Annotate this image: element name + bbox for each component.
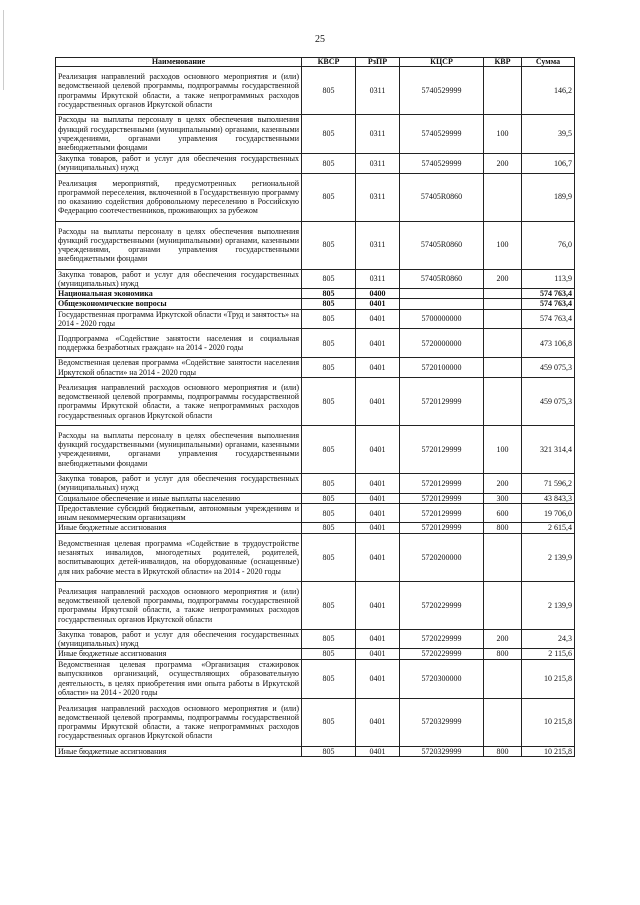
cell-kvr: 200 (484, 473, 522, 493)
table-row (56, 269, 575, 289)
cell-name: Подпрограмма «Содействие занятости населения и социальная поддержка безработных граждан» на 2014 - 2020 годы (56, 329, 302, 358)
table-row (56, 67, 575, 115)
cell-rzpr: 0401 (356, 746, 400, 756)
cell-name: Расходы на выплаты персоналу в целях обеспечения выполнения функций государственными (муниципальными) органами, казенными учреждениями, органами управления государственными внебюджетными фондами (56, 115, 302, 154)
cell-kvsr: 805 (302, 115, 356, 154)
cell-sum: 10 215,8 (522, 698, 575, 746)
budget-table (55, 57, 575, 757)
table-row (56, 358, 575, 378)
cell-kcsr: 57405R0860 (400, 221, 484, 269)
cell-rzpr: 0401 (356, 309, 400, 329)
cell-rzpr: 0311 (356, 173, 400, 221)
table-row (56, 221, 575, 269)
cell-kvr: 100 (484, 425, 522, 473)
table-row (56, 746, 575, 756)
cell-kvr (484, 309, 522, 329)
cell-kvsr: 805 (302, 269, 356, 289)
cell-kvr (484, 289, 522, 299)
cell-kvsr: 805 (302, 377, 356, 425)
cell-name: Расходы на выплаты персоналу в целях обеспечения выполнения функций государственными (муниципальными) органами, казенными учреждениями, органами управления государственными внебюджетными фондами (56, 221, 302, 269)
cell-kcsr: 57405R0860 (400, 173, 484, 221)
cell-kvr: 200 (484, 629, 522, 649)
cell-name: Закупка товаров, работ и услуг для обеспечения государственных (муниципальных) нужд (56, 629, 302, 649)
cell-sum: 2 115,6 (522, 649, 575, 659)
cell-sum: 2 615,4 (522, 523, 575, 533)
cell-rzpr: 0401 (356, 659, 400, 698)
table-row (56, 425, 575, 473)
cell-rzpr: 0401 (356, 493, 400, 503)
cell-rzpr: 0401 (356, 377, 400, 425)
cell-kcsr: 5720300000 (400, 659, 484, 698)
cell-sum: 321 314,4 (522, 425, 575, 473)
cell-sum: 76,0 (522, 221, 575, 269)
table-row (56, 533, 575, 581)
table-row (56, 698, 575, 746)
cell-name: Национальная экономика (56, 289, 302, 299)
cell-kvsr: 805 (302, 309, 356, 329)
table-row (56, 377, 575, 425)
cell-kvsr: 805 (302, 329, 356, 358)
table-row (56, 115, 575, 154)
cell-kcsr: 5720329999 (400, 698, 484, 746)
cell-sum: 574 763,4 (522, 289, 575, 299)
cell-name: Предоставление субсидий бюджетным, автономным учреждениям и иным некоммерческим организациям (56, 503, 302, 523)
cell-name: Реализация направлений расходов основного мероприятия и (или) ведомственной целевой программы, подпрограммы государственной программы Иркутской области, а также непрограммных расходов государственных органов Иркутской области (56, 698, 302, 746)
cell-kcsr (400, 299, 484, 309)
cell-kvr (484, 329, 522, 358)
header-kvsr: КВСР (302, 58, 356, 67)
cell-rzpr: 0311 (356, 115, 400, 154)
table-row (56, 154, 575, 174)
cell-kcsr: 5720100000 (400, 358, 484, 378)
cell-kvsr: 805 (302, 503, 356, 523)
cell-sum: 2 139,9 (522, 533, 575, 581)
cell-kvsr: 805 (302, 358, 356, 378)
cell-sum: 574 763,4 (522, 299, 575, 309)
cell-sum: 189,9 (522, 173, 575, 221)
table-row (56, 173, 575, 221)
cell-kcsr: 5720229999 (400, 581, 484, 629)
cell-kvr: 100 (484, 221, 522, 269)
table-row (56, 581, 575, 629)
cell-name: Общеэкономические вопросы (56, 299, 302, 309)
table-row (56, 329, 575, 358)
cell-sum: 39,5 (522, 115, 575, 154)
cell-kvr (484, 358, 522, 378)
cell-name: Ведомственная целевая программа «Организация стажировок выпускников организаций, осуществляющих образовательную деятельность, в целях приобретения ими опыта работы в Иркутской области» на 2014 - 2020 годы (56, 659, 302, 698)
table-row (56, 503, 575, 523)
cell-name: Реализация направлений расходов основного мероприятия и (или) ведомственной целевой программы, подпрограммы государственной программы Иркутской области, а также непрограммных расходов государственных органов Иркутской области (56, 67, 302, 115)
header-name: Наименование (56, 58, 302, 67)
cell-kcsr: 57405R0860 (400, 269, 484, 289)
table-row (56, 649, 575, 659)
cell-kcsr: 5720129999 (400, 473, 484, 493)
cell-rzpr: 0401 (356, 649, 400, 659)
cell-sum: 574 763,4 (522, 309, 575, 329)
cell-rzpr: 0311 (356, 269, 400, 289)
table-row (56, 289, 575, 299)
cell-kvr: 800 (484, 649, 522, 659)
cell-kvr (484, 581, 522, 629)
cell-kvr: 200 (484, 269, 522, 289)
cell-rzpr: 0401 (356, 698, 400, 746)
cell-kcsr: 5720000000 (400, 329, 484, 358)
cell-kvsr: 805 (302, 493, 356, 503)
cell-kvsr: 805 (302, 221, 356, 269)
cell-name: Расходы на выплаты персоналу в целях обеспечения выполнения функций государственными (муниципальными) органами, казенными учреждениями, органами управления государственными внебюджетными фондами (56, 425, 302, 473)
cell-kvsr: 805 (302, 629, 356, 649)
cell-name: Иные бюджетные ассигнования (56, 746, 302, 756)
cell-kvsr: 805 (302, 533, 356, 581)
cell-kcsr: 5720229999 (400, 629, 484, 649)
cell-kcsr: 5720129999 (400, 523, 484, 533)
table-header-row (56, 58, 575, 67)
cell-kvsr: 805 (302, 473, 356, 493)
cell-kvr: 600 (484, 503, 522, 523)
cell-kvsr: 805 (302, 425, 356, 473)
cell-kvr (484, 67, 522, 115)
cell-kvsr: 805 (302, 299, 356, 309)
cell-kvsr: 805 (302, 649, 356, 659)
cell-sum: 106,7 (522, 154, 575, 174)
cell-name: Реализация мероприятий, предусмотренных региональной программой переселения, включенной в Государственную программу по оказанию содействия добровольному переселению в Российскую Федерацию соотечественников, проживающих за рубежом (56, 173, 302, 221)
scan-margin-mark (3, 10, 4, 90)
cell-kvsr: 805 (302, 173, 356, 221)
cell-sum: 146,2 (522, 67, 575, 115)
cell-kcsr: 5720200000 (400, 533, 484, 581)
cell-name: Закупка товаров, работ и услуг для обеспечения государственных (муниципальных) нужд (56, 269, 302, 289)
table-row (56, 659, 575, 698)
cell-kvsr: 805 (302, 523, 356, 533)
cell-kvr: 800 (484, 746, 522, 756)
cell-name: Иные бюджетные ассигнования (56, 523, 302, 533)
cell-rzpr: 0401 (356, 358, 400, 378)
cell-name: Государственная программа Иркутской области «Труд и занятость» на 2014 - 2020 годы (56, 309, 302, 329)
cell-rzpr: 0401 (356, 299, 400, 309)
cell-sum: 19 706,0 (522, 503, 575, 523)
cell-kcsr: 5720329999 (400, 746, 484, 756)
cell-name: Ведомственная целевая программа «Содействие в трудоустройстве незанятых инвалидов, многодетных родителей, родителей, воспитывающих детей-инвалидов, на оборудованные (оснащенные) для них рабочие места в Иркутской области» на 2014 - 2020 годы (56, 533, 302, 581)
cell-sum: 10 215,8 (522, 659, 575, 698)
cell-sum: 10 215,8 (522, 746, 575, 756)
cell-kcsr: 5720129999 (400, 425, 484, 473)
cell-sum: 113,9 (522, 269, 575, 289)
table-row (56, 629, 575, 649)
cell-rzpr: 0311 (356, 154, 400, 174)
cell-rzpr: 0401 (356, 425, 400, 473)
cell-name: Ведомственная целевая программа «Содействие занятости населения Иркутской области» на 2014 - 2020 годы (56, 358, 302, 378)
cell-kvr (484, 659, 522, 698)
cell-kcsr: 5720129999 (400, 503, 484, 523)
header-sum: Сумма (522, 58, 575, 67)
table-row (56, 309, 575, 329)
cell-kcsr: 5700000000 (400, 309, 484, 329)
cell-kvsr: 805 (302, 698, 356, 746)
cell-name: Социальное обеспечение и иные выплаты населению (56, 493, 302, 503)
table-row (56, 523, 575, 533)
cell-rzpr: 0401 (356, 503, 400, 523)
cell-rzpr: 0401 (356, 329, 400, 358)
cell-kvr (484, 299, 522, 309)
page-number: 25 (315, 34, 325, 45)
cell-kvr (484, 533, 522, 581)
cell-rzpr: 0400 (356, 289, 400, 299)
cell-kcsr: 5740529999 (400, 154, 484, 174)
header-kcsr: КЦСР (400, 58, 484, 67)
table-row (56, 493, 575, 503)
cell-rzpr: 0311 (356, 221, 400, 269)
cell-sum: 459 075,3 (522, 358, 575, 378)
cell-name: Иные бюджетные ассигнования (56, 649, 302, 659)
cell-kcsr (400, 289, 484, 299)
cell-kvsr: 805 (302, 659, 356, 698)
cell-kvr: 300 (484, 493, 522, 503)
cell-sum: 473 106,8 (522, 329, 575, 358)
cell-kvsr: 805 (302, 67, 356, 115)
cell-kcsr: 5720129999 (400, 493, 484, 503)
cell-kcsr: 5740529999 (400, 115, 484, 154)
cell-kcsr: 5720129999 (400, 377, 484, 425)
cell-rzpr: 0401 (356, 581, 400, 629)
cell-kvr: 200 (484, 154, 522, 174)
cell-kvsr: 805 (302, 746, 356, 756)
header-rzpr: РзПР (356, 58, 400, 67)
cell-name: Закупка товаров, работ и услуг для обеспечения государственных (муниципальных) нужд (56, 473, 302, 493)
table-row (56, 299, 575, 309)
cell-rzpr: 0401 (356, 523, 400, 533)
cell-kvr (484, 698, 522, 746)
cell-kcsr: 5740529999 (400, 67, 484, 115)
cell-name: Реализация направлений расходов основного мероприятия и (или) ведомственной целевой программы, подпрограммы государственной программы Иркутской области, а также непрограммных расходов государственных органов Иркутской области (56, 377, 302, 425)
cell-kvsr: 805 (302, 154, 356, 174)
cell-rzpr: 0401 (356, 629, 400, 649)
cell-name: Реализация направлений расходов основного мероприятия и (или) ведомственной целевой программы, подпрограммы государственной программы Иркутской области, а также непрограммных расходов государственных органов Иркутской области (56, 581, 302, 629)
cell-kvsr: 805 (302, 289, 356, 299)
cell-kvr (484, 377, 522, 425)
cell-kvsr: 805 (302, 581, 356, 629)
cell-kcsr: 5720229999 (400, 649, 484, 659)
cell-rzpr: 0311 (356, 67, 400, 115)
cell-sum: 71 596,2 (522, 473, 575, 493)
cell-rzpr: 0401 (356, 533, 400, 581)
cell-kvr: 800 (484, 523, 522, 533)
cell-sum: 24,3 (522, 629, 575, 649)
cell-rzpr: 0401 (356, 473, 400, 493)
cell-kvr: 100 (484, 115, 522, 154)
table-row (56, 473, 575, 493)
cell-kvr (484, 173, 522, 221)
cell-sum: 43 843,3 (522, 493, 575, 503)
cell-sum: 2 139,9 (522, 581, 575, 629)
cell-name: Закупка товаров, работ и услуг для обеспечения государственных (муниципальных) нужд (56, 154, 302, 174)
cell-sum: 459 075,3 (522, 377, 575, 425)
header-kvr: КВР (484, 58, 522, 67)
